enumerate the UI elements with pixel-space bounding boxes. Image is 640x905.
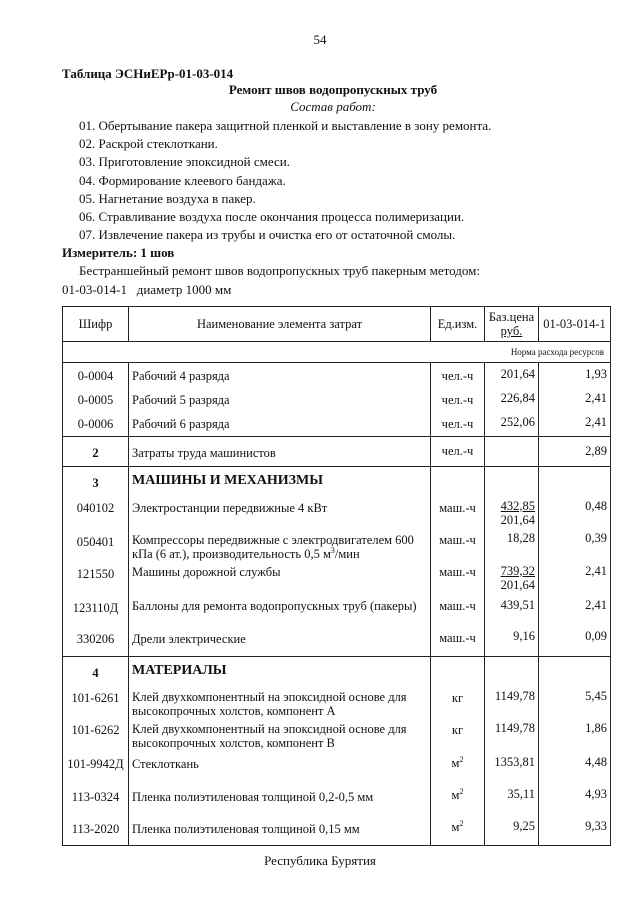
- row-code: 113-0324: [63, 781, 129, 813]
- row-price: 201,64: [485, 363, 539, 387]
- table-row: [63, 497, 611, 531]
- row-code: 0-0004: [63, 363, 129, 387]
- row-unit: чел.-ч: [431, 437, 485, 467]
- unit-sup: 2: [459, 786, 464, 796]
- table-row: [63, 387, 611, 411]
- row-price: 226,84: [485, 387, 539, 411]
- section-title: МАТЕРИАЛЫ: [129, 657, 431, 687]
- row-name: Рабочий 4 разряда: [129, 363, 431, 387]
- variant-label: диаметр 1000 мм: [136, 282, 232, 297]
- row-qty: 4,48: [539, 753, 611, 781]
- work-item: 06. Стравливание воздуха после окончания процесса полимеризации.: [79, 208, 465, 224]
- row-qty: 4,93: [539, 781, 611, 813]
- row-qty: 0,09: [539, 625, 611, 657]
- header-name: Наименование элемента затрат: [129, 307, 431, 342]
- row-name: Дрели электрические: [129, 625, 431, 657]
- row-name: Пленка полиэтиленовая толщиной 0,15 мм: [129, 813, 431, 846]
- table-title: Ремонт швов водопропускных труб: [228, 82, 438, 97]
- table-row: [63, 753, 611, 781]
- row-qty: 2,89: [539, 437, 611, 467]
- row-price: 1149,78: [485, 721, 539, 753]
- row-name-tail: /мин: [334, 546, 360, 561]
- row-name: Рабочий 5 разряда: [129, 387, 431, 411]
- table-row: [63, 437, 611, 467]
- table-row: [63, 411, 611, 437]
- table-row: [63, 363, 611, 387]
- works-list: [79, 117, 491, 244]
- norm-row: [63, 342, 611, 363]
- row-qty: 1,86: [539, 721, 611, 753]
- row-code: 113-2020: [63, 813, 129, 846]
- row-unit: чел.-ч: [431, 387, 485, 411]
- section-row: [63, 657, 611, 687]
- price-value-2: 201,64: [500, 577, 535, 592]
- row-name: Машины дорожной службы: [129, 563, 431, 595]
- row-name: [129, 531, 431, 563]
- section-code: 3: [63, 467, 129, 497]
- row-unit: маш.-ч: [431, 595, 485, 625]
- empty-cell: [539, 657, 611, 687]
- row-name-sup: 3: [330, 545, 335, 555]
- unit-text: м: [451, 819, 460, 834]
- row-code: 0-0005: [63, 387, 129, 411]
- row-price: 18,28: [485, 531, 539, 563]
- row-code: 123110Д: [63, 595, 129, 625]
- work-item: 04. Формирование клеевого бандажа.: [79, 172, 286, 188]
- price-value-2: 201,64: [500, 512, 535, 527]
- header-price-line1: Баз.цена: [488, 310, 535, 324]
- section-title: МАШИНЫ И МЕХАНИЗМЫ: [129, 467, 431, 497]
- row-code: 2: [63, 437, 129, 467]
- meter-label: Измеритель: 1 шов: [62, 245, 175, 260]
- table-row: [63, 721, 611, 753]
- table-code: Таблица ЭСНиЕРр-01-03-014: [62, 66, 234, 81]
- row-unit: кг: [431, 721, 485, 753]
- row-name: Пленка полиэтиленовая толщиной 0,2-0,5 мм: [129, 781, 431, 813]
- work-item: 02. Раскрой стеклоткани.: [79, 136, 218, 152]
- row-unit: [431, 781, 485, 813]
- work-item: 07. Извлечение пакера из трубы и очистка его от остаточной смолы.: [79, 227, 456, 243]
- row-code: 330206: [63, 625, 129, 657]
- description: Бестраншейный ремонт швов водопропускных труб пакерным методом:: [79, 263, 480, 278]
- section-row: [63, 467, 611, 497]
- row-unit: кг: [431, 687, 485, 721]
- row-name: Рабочий 6 разряда: [129, 411, 431, 437]
- row-qty: 2,41: [539, 411, 611, 437]
- row-name-text: Компрессоры передвижные с электродвигателем 600 кПа (6 ат.), производительность 0,5 м: [132, 532, 414, 561]
- row-price: 9,25: [485, 813, 539, 846]
- row-qty: 9,33: [539, 813, 611, 846]
- row-unit: чел.-ч: [431, 411, 485, 437]
- row-name: Затраты труда машинистов: [129, 437, 431, 467]
- table-header: [63, 307, 611, 342]
- table-row: [63, 687, 611, 721]
- row-price: [485, 497, 539, 531]
- row-name: Клей двухкомпонентный на эпоксидной основе для высокопрочных холстов, компонент В: [129, 721, 431, 753]
- row-qty: 1,93: [539, 363, 611, 387]
- variant-code: 01-03-014-1: [62, 282, 127, 297]
- row-name: Клей двухкомпонентный на эпоксидной основе для высокопрочных холстов, компонент А: [129, 687, 431, 721]
- table-row: [63, 563, 611, 595]
- header-unit: Ед.изм.: [431, 307, 485, 342]
- footer-region: Республика Бурятия: [264, 853, 376, 868]
- price-value: 739,32: [500, 563, 535, 578]
- table-row: [63, 625, 611, 657]
- row-code: 040102: [63, 497, 129, 531]
- row-code: 050401: [63, 531, 129, 563]
- row-unit: маш.-ч: [431, 563, 485, 595]
- row-code: 101-6262: [63, 721, 129, 753]
- empty-cell: [431, 657, 485, 687]
- work-item: 05. Нагнетание воздуха в пакер.: [79, 190, 256, 206]
- variant-line: [62, 282, 231, 298]
- row-price: 439,51: [485, 595, 539, 625]
- row-qty: 2,41: [539, 387, 611, 411]
- row-unit: маш.-ч: [431, 531, 485, 563]
- header-col: 01-03-014-1: [539, 307, 611, 342]
- row-unit: маш.-ч: [431, 625, 485, 657]
- row-unit: маш.-ч: [431, 497, 485, 531]
- price-value: 432,85: [500, 498, 535, 513]
- row-name: Электростанции передвижные 4 кВт: [129, 497, 431, 531]
- empty-cell: [485, 657, 539, 687]
- row-price: [485, 563, 539, 595]
- header-code: Шифр: [63, 307, 129, 342]
- row-price: 35,11: [485, 781, 539, 813]
- row-price: 1149,78: [485, 687, 539, 721]
- row-code: 0-0006: [63, 411, 129, 437]
- row-price: 252,06: [485, 411, 539, 437]
- row-price: 9,16: [485, 625, 539, 657]
- unit-text: м: [451, 787, 460, 802]
- row-unit: [431, 813, 485, 846]
- row-code: 121550: [63, 563, 129, 595]
- row-name: Баллоны для ремонта водопропускных труб (пакеры): [129, 595, 431, 625]
- row-code: 101-6261: [63, 687, 129, 721]
- norm-label: Норма расхода ресурсов: [63, 342, 611, 363]
- resource-table: [62, 306, 611, 846]
- row-name: Стеклоткань: [129, 753, 431, 781]
- table-row: [63, 813, 611, 846]
- section-code: 4: [63, 657, 129, 687]
- row-unit: [431, 753, 485, 781]
- row-price: 1353,81: [485, 753, 539, 781]
- empty-cell: [431, 467, 485, 497]
- table-row: [63, 531, 611, 563]
- works-title: Состав работ:: [290, 99, 376, 114]
- row-qty: 2,41: [539, 563, 611, 595]
- empty-cell: [539, 467, 611, 497]
- row-qty: 5,45: [539, 687, 611, 721]
- unit-sup: 2: [459, 754, 464, 764]
- unit-sup: 2: [459, 818, 464, 828]
- table-row: [63, 781, 611, 813]
- work-item: 01. Обертывание пакера защитной пленкой и выставление в зону ремонта.: [79, 118, 492, 133]
- header-price: [485, 307, 539, 342]
- row-qty: 0,48: [539, 497, 611, 531]
- table-row: [63, 595, 611, 625]
- row-qty: 2,41: [539, 595, 611, 625]
- row-code: 101-9942Д: [63, 753, 129, 781]
- unit-text: м: [451, 755, 460, 770]
- page-number: 54: [313, 32, 327, 47]
- row-qty: 0,39: [539, 531, 611, 563]
- row-price: [485, 437, 539, 467]
- work-item: 03. Приготовление эпоксидной смеси.: [79, 154, 290, 170]
- empty-cell: [485, 467, 539, 497]
- header-price-line2: руб.: [500, 324, 523, 338]
- row-unit: чел.-ч: [431, 363, 485, 387]
